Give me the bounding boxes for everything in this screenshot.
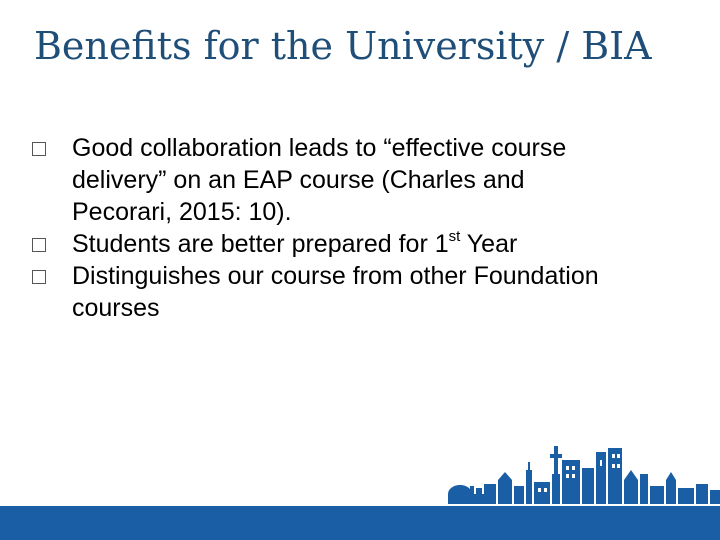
bullet-text: Year [460,230,518,258]
bullet-text: Students are better prepared for 1 [72,230,449,258]
bullet-text-line [72,228,690,260]
bullet-item [30,228,690,260]
bullet-text-line: Pecorari, 2015: 10). [72,198,292,226]
hollow-square-bullet-icon [32,238,46,252]
hollow-square-bullet-icon [32,270,46,284]
bullet-item [30,260,690,324]
bullet-text-line: Distinguishes our course from other Foundation [72,262,599,290]
bullet-text-line: courses [72,294,160,322]
city-skyline-icon [440,440,720,504]
bullet-list [30,132,690,324]
bullet-text-line: Good collaboration leads to “effective course [72,134,567,162]
bullet-text-line: delivery” on an EAP course (Charles and [72,166,525,194]
bullet-item [30,132,690,228]
hollow-square-bullet-icon [32,142,46,156]
ordinal-superscript: st [448,227,461,245]
footer-bar [0,506,720,540]
slide-title: Benefits for the University / BIA [34,24,652,68]
